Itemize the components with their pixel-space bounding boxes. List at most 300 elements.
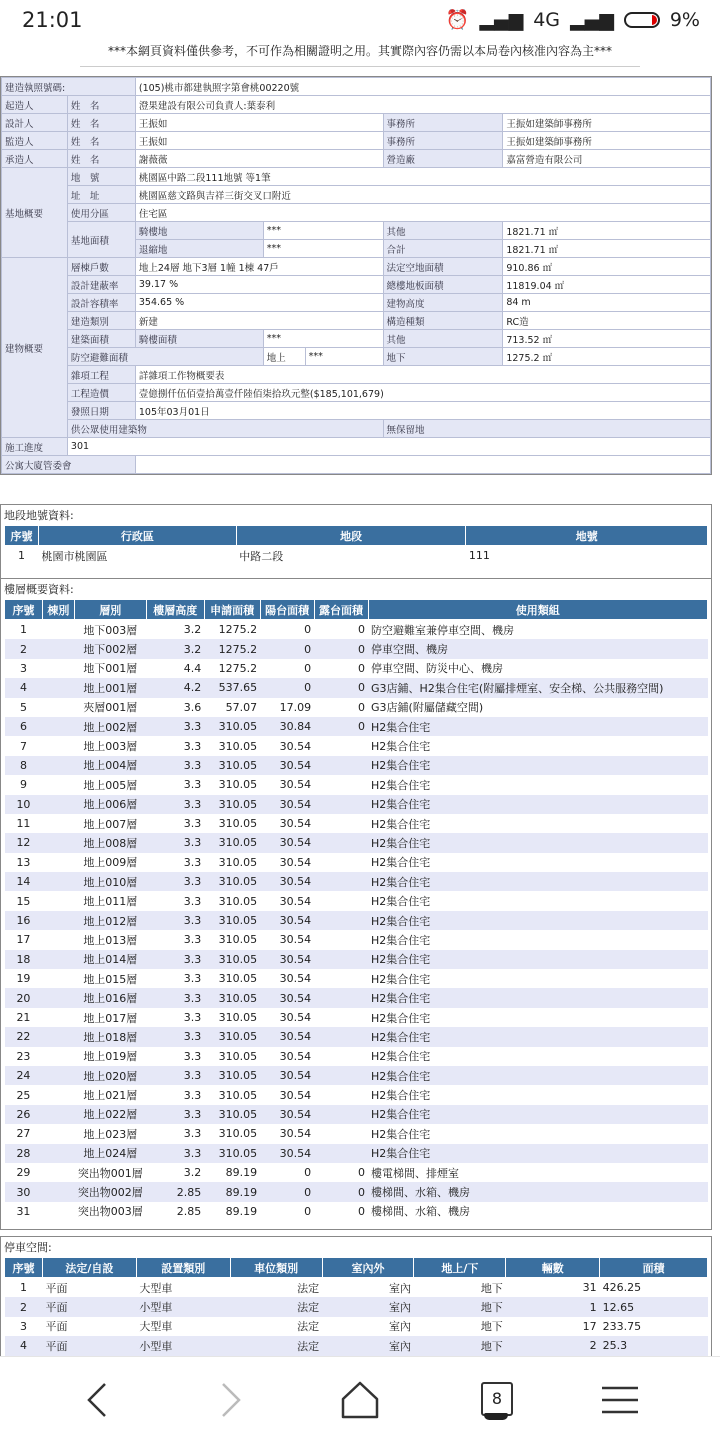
menu-button[interactable]	[590, 1375, 650, 1425]
below-label: 地下	[383, 348, 503, 366]
table-cell: 12	[5, 833, 43, 852]
table-cell: 310.05	[204, 853, 260, 872]
table-cell: 310.05	[204, 814, 260, 833]
height-label: 建物高度	[383, 294, 503, 312]
table-cell: 0	[260, 659, 314, 678]
table-cell: 8	[5, 756, 43, 775]
table-cell: 30.84	[260, 717, 314, 736]
table-cell: 30.54	[260, 833, 314, 852]
table-cell: 310.05	[204, 775, 260, 794]
table-cell: 3.3	[146, 969, 204, 988]
table-cell: 28	[5, 1144, 43, 1163]
table-cell	[314, 1047, 368, 1066]
table-cell: H2集合住宅	[368, 1008, 707, 1027]
table-cell: 30.54	[260, 891, 314, 910]
table-cell: 310.05	[204, 1124, 260, 1143]
table-cell: 平面	[42, 1278, 136, 1298]
shelter-area-label: 防空避難面積	[67, 348, 263, 366]
table-cell	[314, 1085, 368, 1104]
lot-section	[0, 504, 712, 582]
table-row	[5, 1144, 708, 1163]
progress-value: 301	[67, 438, 710, 456]
table-cell: 地上019層	[74, 1047, 146, 1066]
table-cell: 3.3	[146, 1008, 204, 1027]
table-cell: 19	[5, 969, 43, 988]
table-cell	[42, 698, 74, 717]
table-cell: H2集合住宅	[368, 872, 707, 891]
table-cell: 31	[506, 1278, 600, 1298]
table-cell: 法定	[230, 1297, 322, 1316]
table-cell	[314, 911, 368, 930]
reserve-land-label: 無保留地	[383, 420, 710, 438]
table-cell: H2集合住宅	[368, 814, 707, 833]
table-cell	[314, 1066, 368, 1085]
table-row	[5, 911, 708, 930]
floor-area-value: 11819.04 ㎡	[503, 276, 711, 294]
table-cell: H2集合住宅	[368, 891, 707, 910]
floor-table-header: 棟別	[42, 600, 74, 620]
table-cell: 室內	[322, 1317, 414, 1336]
tabs-button[interactable]	[466, 1375, 526, 1425]
back-icon	[83, 1380, 113, 1420]
table-cell	[314, 930, 368, 949]
table-cell: 室內	[322, 1297, 414, 1316]
forward-icon	[215, 1380, 245, 1420]
floor-table-header: 使用類組	[368, 600, 707, 620]
table-cell: 30.54	[260, 930, 314, 949]
table-cell: 3.2	[146, 620, 204, 640]
table-cell: 31	[5, 1202, 43, 1221]
table-cell: 3.3	[146, 1105, 204, 1124]
table-cell	[42, 891, 74, 910]
parking-table-header: 車位類別	[230, 1258, 322, 1278]
table-row	[5, 795, 708, 814]
table-cell	[314, 872, 368, 891]
lot-label: 地 號	[67, 168, 135, 186]
table-cell: H2集合住宅	[368, 717, 707, 736]
table-row	[5, 814, 708, 833]
table-cell: 中路二段	[236, 546, 466, 566]
table-cell: G3店鋪(附屬儲藏空間)	[368, 698, 707, 717]
table-cell	[314, 833, 368, 852]
table-cell: 1	[5, 1278, 43, 1298]
committee-value	[135, 456, 710, 474]
table-cell: 7	[5, 736, 43, 755]
table-cell: 地下002層	[74, 639, 146, 658]
floors-value: 地上24層 地下3層 1幢 1棟 47戶	[135, 258, 383, 276]
table-cell	[42, 717, 74, 736]
table-cell: 室內	[322, 1336, 414, 1355]
table-cell: 平面	[42, 1297, 136, 1316]
status-bar	[0, 0, 720, 40]
table-cell: 15	[5, 891, 43, 910]
table-cell: 3.2	[146, 639, 204, 658]
table-row	[5, 1278, 708, 1298]
status-time: 21:01	[22, 8, 83, 32]
table-cell: 0	[260, 1202, 314, 1221]
table-row	[5, 1202, 708, 1221]
table-cell: H2集合住宅	[368, 1047, 707, 1066]
table-cell	[42, 620, 74, 640]
table-cell: 25.3	[600, 1336, 708, 1355]
table-cell: 平面	[42, 1317, 136, 1336]
table-row	[5, 1105, 708, 1124]
lot-table-header: 行政區	[38, 526, 236, 546]
floor-section	[0, 578, 712, 1230]
table-cell: 10	[5, 795, 43, 814]
table-cell	[42, 659, 74, 678]
table-cell: 3.3	[146, 1047, 204, 1066]
incognito-mask-icon	[484, 1413, 508, 1420]
signal-icon: ▂▄▆	[479, 8, 524, 31]
table-cell	[42, 853, 74, 872]
far-label: 設計容積率	[67, 294, 135, 312]
table-cell: H2集合住宅	[368, 833, 707, 852]
table-row	[5, 950, 708, 969]
contractor-name: 謝薇薇	[135, 150, 383, 168]
table-cell: H2集合住宅	[368, 1027, 707, 1046]
misc-works-label: 雜項工程	[67, 366, 135, 384]
table-row	[5, 639, 708, 658]
issue-date-label: 發照日期	[67, 402, 135, 420]
table-cell: H2集合住宅	[368, 1144, 707, 1163]
site-summary-label: 基地概要	[2, 168, 68, 258]
table-row	[5, 833, 708, 852]
zone-label: 使用分區	[67, 204, 135, 222]
battery-icon	[624, 12, 660, 28]
table-cell: 地上005層	[74, 775, 146, 794]
table-cell: 310.05	[204, 988, 260, 1007]
table-cell: H2集合住宅	[368, 795, 707, 814]
table-cell	[314, 1124, 368, 1143]
table-cell: 30.54	[260, 853, 314, 872]
table-cell: 29	[5, 1163, 43, 1182]
table-cell: 30.54	[260, 969, 314, 988]
forward-button[interactable]	[200, 1375, 260, 1425]
table-cell: 法定	[230, 1278, 322, 1298]
table-cell: 30.54	[260, 1124, 314, 1143]
table-cell: 1275.2	[204, 639, 260, 658]
far-value: 354.65 %	[135, 294, 383, 312]
table-cell: 30.54	[260, 814, 314, 833]
table-cell: 3.3	[146, 756, 204, 775]
designer-office: 王振如建築師事務所	[503, 114, 711, 132]
table-cell	[314, 853, 368, 872]
table-cell: 3.3	[146, 950, 204, 969]
table-cell	[314, 795, 368, 814]
table-cell: 310.05	[204, 756, 260, 775]
table-cell: 0	[314, 620, 368, 640]
total-value: 1821.71 ㎡	[503, 240, 711, 258]
table-cell: 地上021層	[74, 1085, 146, 1104]
table-cell: 室內	[322, 1278, 414, 1298]
table-cell: H2集合住宅	[368, 1124, 707, 1143]
table-cell: 地上016層	[74, 988, 146, 1007]
table-cell: 0	[314, 1182, 368, 1201]
table-cell: 30.54	[260, 1047, 314, 1066]
table-cell	[42, 1105, 74, 1124]
table-cell: 0	[260, 678, 314, 697]
progress-label: 施工進度	[2, 438, 68, 456]
table-cell	[42, 930, 74, 949]
open-space-label: 法定空地面積	[383, 258, 503, 276]
table-cell	[314, 756, 368, 775]
table-cell: 地上007層	[74, 814, 146, 833]
table-cell: 17	[506, 1317, 600, 1336]
table-cell: 89.19	[204, 1163, 260, 1182]
table-cell	[42, 736, 74, 755]
floor-table-header: 露台面積	[314, 600, 368, 620]
table-cell: 27	[5, 1124, 43, 1143]
table-cell: 0	[314, 717, 368, 736]
signal-icon-2: ▂▄▆	[570, 8, 614, 31]
arcade-area-value: ***	[263, 330, 383, 348]
table-cell	[42, 1066, 74, 1085]
table-cell: 3.3	[146, 814, 204, 833]
home-button[interactable]	[330, 1375, 390, 1425]
table-row	[5, 1066, 708, 1085]
table-cell: 小型車	[136, 1336, 230, 1355]
table-cell: 310.05	[204, 736, 260, 755]
table-row	[5, 1317, 708, 1336]
table-cell: 13	[5, 853, 43, 872]
table-cell: 30.54	[260, 950, 314, 969]
table-cell: 2	[5, 639, 43, 658]
table-cell: 3.3	[146, 1027, 204, 1046]
floor-area-label: 總樓地板面積	[383, 276, 503, 294]
table-cell	[42, 1163, 74, 1182]
above-label: 地上	[263, 348, 305, 366]
table-cell: 3	[5, 659, 43, 678]
other-label: 其他	[383, 222, 503, 240]
table-cell	[314, 950, 368, 969]
height-value: 84 m	[503, 294, 711, 312]
table-cell: 3.3	[146, 775, 204, 794]
table-cell	[42, 756, 74, 775]
lot-section-title: 地段地號資料:	[4, 509, 74, 522]
table-cell	[42, 969, 74, 988]
tab-count: 8	[481, 1382, 513, 1416]
table-cell: 地上012層	[74, 911, 146, 930]
divider	[80, 66, 640, 67]
table-cell: 20	[5, 988, 43, 1007]
address-label: 址 址	[67, 186, 135, 204]
table-cell: H2集合住宅	[368, 950, 707, 969]
table-cell: 0	[314, 1163, 368, 1182]
table-cell: 30.54	[260, 1008, 314, 1027]
table-cell: 地下	[414, 1297, 506, 1316]
table-cell	[42, 775, 74, 794]
table-cell: 地上008層	[74, 833, 146, 852]
field-label: 姓 名	[67, 96, 135, 114]
table-cell	[314, 1027, 368, 1046]
total-label: 合計	[383, 240, 503, 258]
table-cell: 3	[5, 1317, 43, 1336]
table-row	[5, 1297, 708, 1316]
table-cell: 2	[506, 1336, 600, 1355]
table-cell: 17.09	[260, 698, 314, 717]
table-cell	[42, 1182, 74, 1201]
disclaimer-notice: ***本網頁資料僅供參考，不可作為相關證明之用。其實際內容仍需以本局卷內核准內容為主***	[107, 44, 612, 58]
table-cell: H2集合住宅	[368, 988, 707, 1007]
parking-section	[0, 1236, 712, 1357]
field-label: 姓 名	[67, 114, 135, 132]
table-cell: 地上010層	[74, 872, 146, 891]
table-cell: 89.19	[204, 1182, 260, 1201]
table-row	[5, 1027, 708, 1046]
supervisor-label: 監造人	[2, 132, 68, 150]
table-cell	[314, 1144, 368, 1163]
table-cell: 3.3	[146, 1124, 204, 1143]
field-label: 姓 名	[67, 150, 135, 168]
table-cell: H2集合住宅	[368, 1066, 707, 1085]
table-cell: 30.54	[260, 988, 314, 1007]
table-cell: 地上022層	[74, 1105, 146, 1124]
table-cell: 小型車	[136, 1297, 230, 1316]
table-row	[5, 717, 708, 736]
lot-table-header: 地段	[236, 526, 466, 546]
designer-label: 設計人	[2, 114, 68, 132]
permit-info-panel	[0, 76, 712, 475]
table-cell: G3店鋪、H2集合住宅(附屬排煙室、安全梯、公共服務空間)	[368, 678, 707, 697]
below-value: 1275.2 ㎡	[503, 348, 711, 366]
floor-section-title: 樓層概要資料:	[4, 583, 74, 596]
table-cell: 樓電梯間、排煙室	[368, 1163, 707, 1182]
back-button[interactable]	[68, 1375, 128, 1425]
table-cell: 30.54	[260, 1105, 314, 1124]
table-cell: H2集合住宅	[368, 756, 707, 775]
table-cell	[42, 1027, 74, 1046]
table-cell	[42, 678, 74, 697]
table-cell: 3.3	[146, 1085, 204, 1104]
parking-table-header: 面積	[600, 1258, 708, 1278]
table-cell: 26	[5, 1105, 43, 1124]
table-cell: 3.3	[146, 911, 204, 930]
table-cell: 16	[5, 911, 43, 930]
table-cell: H2集合住宅	[368, 969, 707, 988]
table-cell: 0	[314, 639, 368, 658]
table-cell: 25	[5, 1085, 43, 1104]
table-cell: 0	[260, 1182, 314, 1201]
table-cell: 21	[5, 1008, 43, 1027]
arcade-label: 騎樓地	[135, 222, 263, 240]
table-cell: H2集合住宅	[368, 736, 707, 755]
table-cell: 地上014層	[74, 950, 146, 969]
table-cell: 111	[466, 546, 708, 566]
field-label: 姓 名	[67, 132, 135, 150]
table-cell: 突出物001層	[74, 1163, 146, 1182]
table-cell: 2.85	[146, 1182, 204, 1201]
table-cell: 地上013層	[74, 930, 146, 949]
table-cell: 11	[5, 814, 43, 833]
floor-table-header: 陽台面積	[260, 600, 314, 620]
table-cell: 233.75	[600, 1317, 708, 1336]
table-cell: 突出物003層	[74, 1202, 146, 1221]
table-cell: 地上023層	[74, 1124, 146, 1143]
table-cell: 57.07	[204, 698, 260, 717]
table-cell: 地下001層	[74, 659, 146, 678]
lot-table-header: 序號	[5, 526, 39, 546]
table-cell: 310.05	[204, 1047, 260, 1066]
table-row	[5, 620, 708, 640]
table-row	[5, 678, 708, 697]
table-cell: 地上003層	[74, 736, 146, 755]
table-cell: 30.54	[260, 1085, 314, 1104]
table-row	[5, 546, 708, 566]
table-cell	[42, 1202, 74, 1221]
table-cell: 0	[314, 678, 368, 697]
table-cell: 1275.2	[204, 659, 260, 678]
home-icon	[340, 1380, 380, 1420]
table-cell: 法定	[230, 1317, 322, 1336]
table-cell	[42, 1144, 74, 1163]
table-cell: 3.6	[146, 698, 204, 717]
table-cell: 23	[5, 1047, 43, 1066]
table-cell: 310.05	[204, 1105, 260, 1124]
build-type-value: 新建	[135, 312, 383, 330]
table-cell: 地上006層	[74, 795, 146, 814]
table-row	[5, 1124, 708, 1143]
table-cell: 4	[5, 1336, 43, 1355]
table-cell: 夾層001層	[74, 698, 146, 717]
table-cell	[42, 795, 74, 814]
table-cell	[42, 639, 74, 658]
table-cell: 17	[5, 930, 43, 949]
contractor-label: 承造人	[2, 150, 68, 168]
parking-table-header: 設置類別	[136, 1258, 230, 1278]
parking-table-header: 地上/下	[414, 1258, 506, 1278]
office-label: 事務所	[383, 114, 503, 132]
table-cell: 310.05	[204, 1085, 260, 1104]
table-cell: 3.3	[146, 795, 204, 814]
table-row	[5, 1336, 708, 1355]
public-building-label: 供公眾使用建築物	[67, 420, 383, 438]
table-cell: 0	[260, 620, 314, 640]
table-cell: 1	[5, 620, 43, 640]
table-cell: H2集合住宅	[368, 1105, 707, 1124]
setback-value: ***	[263, 240, 383, 258]
parking-table-header: 輛數	[506, 1258, 600, 1278]
table-cell: 防空避難室兼停車空間、機房	[368, 620, 707, 640]
battery-level: 9%	[669, 8, 700, 31]
table-cell: 0	[314, 698, 368, 717]
supervisor-office: 王振如建築師事務所	[503, 132, 711, 150]
table-cell: 12.65	[600, 1297, 708, 1316]
floors-label: 層棟戶數	[67, 258, 135, 276]
parking-table-header: 法定/自設	[42, 1258, 136, 1278]
arcade-value: ***	[263, 222, 383, 240]
table-cell	[42, 1008, 74, 1027]
table-cell: 426.25	[600, 1278, 708, 1298]
table-cell: 30.54	[260, 795, 314, 814]
table-cell: 310.05	[204, 1066, 260, 1085]
table-cell: 地下	[414, 1317, 506, 1336]
table-cell	[42, 814, 74, 833]
table-cell: H2集合住宅	[368, 1085, 707, 1104]
table-cell: 大型車	[136, 1278, 230, 1298]
supervisor-name: 王振如	[135, 132, 383, 150]
table-row	[5, 659, 708, 678]
table-cell	[42, 1124, 74, 1143]
lot-table-header: 地號	[466, 526, 708, 546]
table-cell: 0	[314, 659, 368, 678]
table-cell: 89.19	[204, 1202, 260, 1221]
table-cell: 0	[260, 1163, 314, 1182]
table-cell: 310.05	[204, 833, 260, 852]
table-cell: 30.54	[260, 775, 314, 794]
floor-table	[4, 599, 708, 1221]
site-zone: 住宅區	[135, 204, 710, 222]
